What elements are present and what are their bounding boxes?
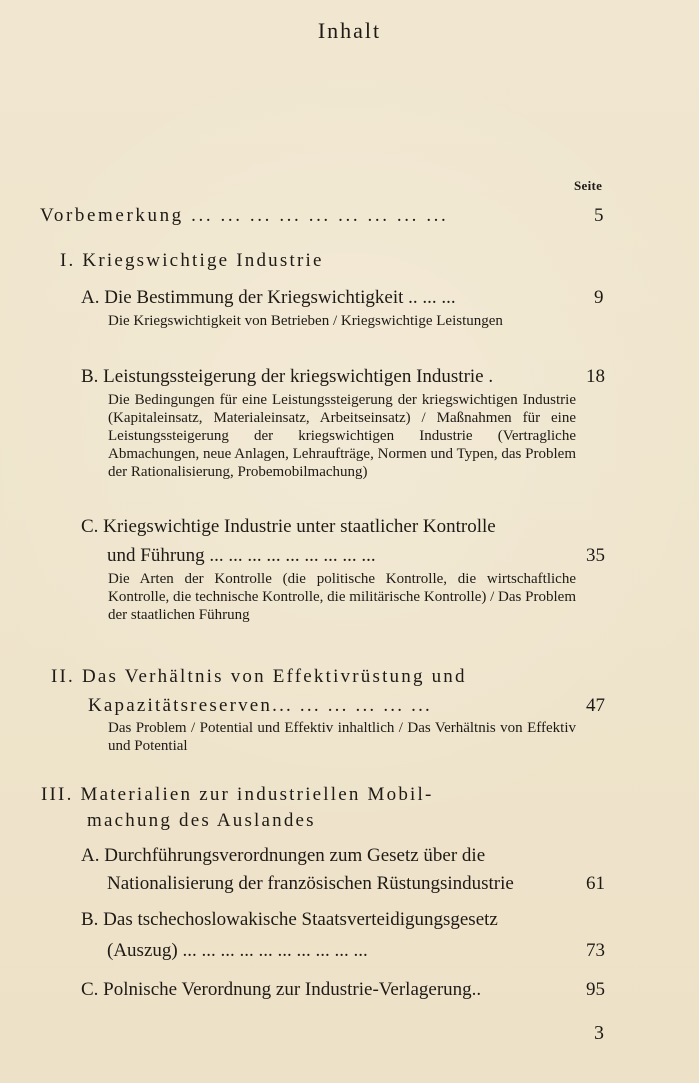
toc-description-i-c: Die Arten der Kontrolle (die politische Kontrolle, die wirtschaftliche Kontrolle, die technische Kontrolle, die militärische Kontrolle) / Das Problem der staatlichen Führung bbox=[108, 571, 576, 623]
page-number-ii: 47 bbox=[586, 695, 605, 716]
toc-description-ii: Das Problem / Potential und Effektiv inhaltlich / Das Verhältnis von Effektiv und Potential bbox=[108, 720, 576, 754]
toc-entry-i-c-line-1: C. Kriegswichtige Industrie unter staatlicher Kontrolle bbox=[81, 516, 496, 537]
toc-entry-iii-b-line-2: (Auszug) ... ... ... ... ... ... ... ... ... ... bbox=[107, 940, 368, 961]
page-number-vorbemerkung: 5 bbox=[594, 205, 604, 226]
section-heading-ii-line-1: II. Das Verhältnis von Effektivrüstung und bbox=[51, 666, 467, 687]
page-number-i-a: 9 bbox=[594, 287, 604, 308]
toc-entry-i-c-line-2: und Führung ... ... ... ... ... ... ... ... ... bbox=[107, 545, 376, 566]
page-number-i-c: 35 bbox=[586, 545, 605, 566]
toc-entry-iii-c: C. Polnische Verordnung zur Industrie-Verlagerung.. bbox=[81, 979, 482, 1000]
toc-entry-iii-b-line-1: B. Das tschechoslowakische Staatsverteidigungsgesetz bbox=[81, 909, 498, 930]
page-number-iii-b: 73 bbox=[586, 940, 605, 961]
toc-entry-i-b: B. Leistungssteigerung der kriegswichtigen Industrie . bbox=[81, 366, 494, 387]
toc-entry-iii-a-line-1: A. Durchführungsverordnungen zum Gesetz über die bbox=[81, 845, 486, 866]
page-number-i-b: 18 bbox=[586, 366, 605, 387]
section-heading-i: I. Kriegswichtige Industrie bbox=[60, 250, 324, 271]
page-column-label: Seite bbox=[574, 178, 603, 193]
section-heading-iii-line-2: machung des Auslandes bbox=[87, 810, 316, 831]
page-number-iii-a: 61 bbox=[586, 873, 605, 894]
page-title: Inhalt bbox=[317, 18, 382, 43]
footer-page-number: 3 bbox=[594, 1022, 604, 1044]
section-heading-iii-line-1: III. Materialien zur industriellen Mobil- bbox=[41, 784, 434, 805]
page-number-iii-c: 95 bbox=[586, 979, 605, 1000]
toc-description-i-a: Die Kriegswichtigkeit von Betrieben / Kriegswichtige Leistungen bbox=[108, 313, 503, 329]
toc-description-i-b: Die Bedingungen für eine Leistungssteigerung der kriegswichtigen Industrie (Kapitaleinsatz, Materialeinsatz, Arbeitseinsatz) / Maßnahmen für eine Leistungssteigerung der kriegswichtigen Industrie (Vertragliche Abmachungen, neue Anlagen, Lehraufträge, Normen und Typen, das Problem der Rationalisierung, Probemobilmachung) bbox=[108, 392, 576, 480]
section-heading-ii-line-2: Kapazitätsreserven... ... ... ... ... ... bbox=[88, 695, 432, 716]
toc-entry-vorbemerkung: Vorbemerkung ... ... ... ... ... ... ... ... ... bbox=[40, 205, 449, 226]
toc-entry-i-a: A. Die Bestimmung der Kriegswichtigkeit .. ... ... bbox=[81, 287, 456, 308]
toc-entry-iii-a-line-2: Nationalisierung der französischen Rüstungsindustrie bbox=[107, 873, 514, 894]
